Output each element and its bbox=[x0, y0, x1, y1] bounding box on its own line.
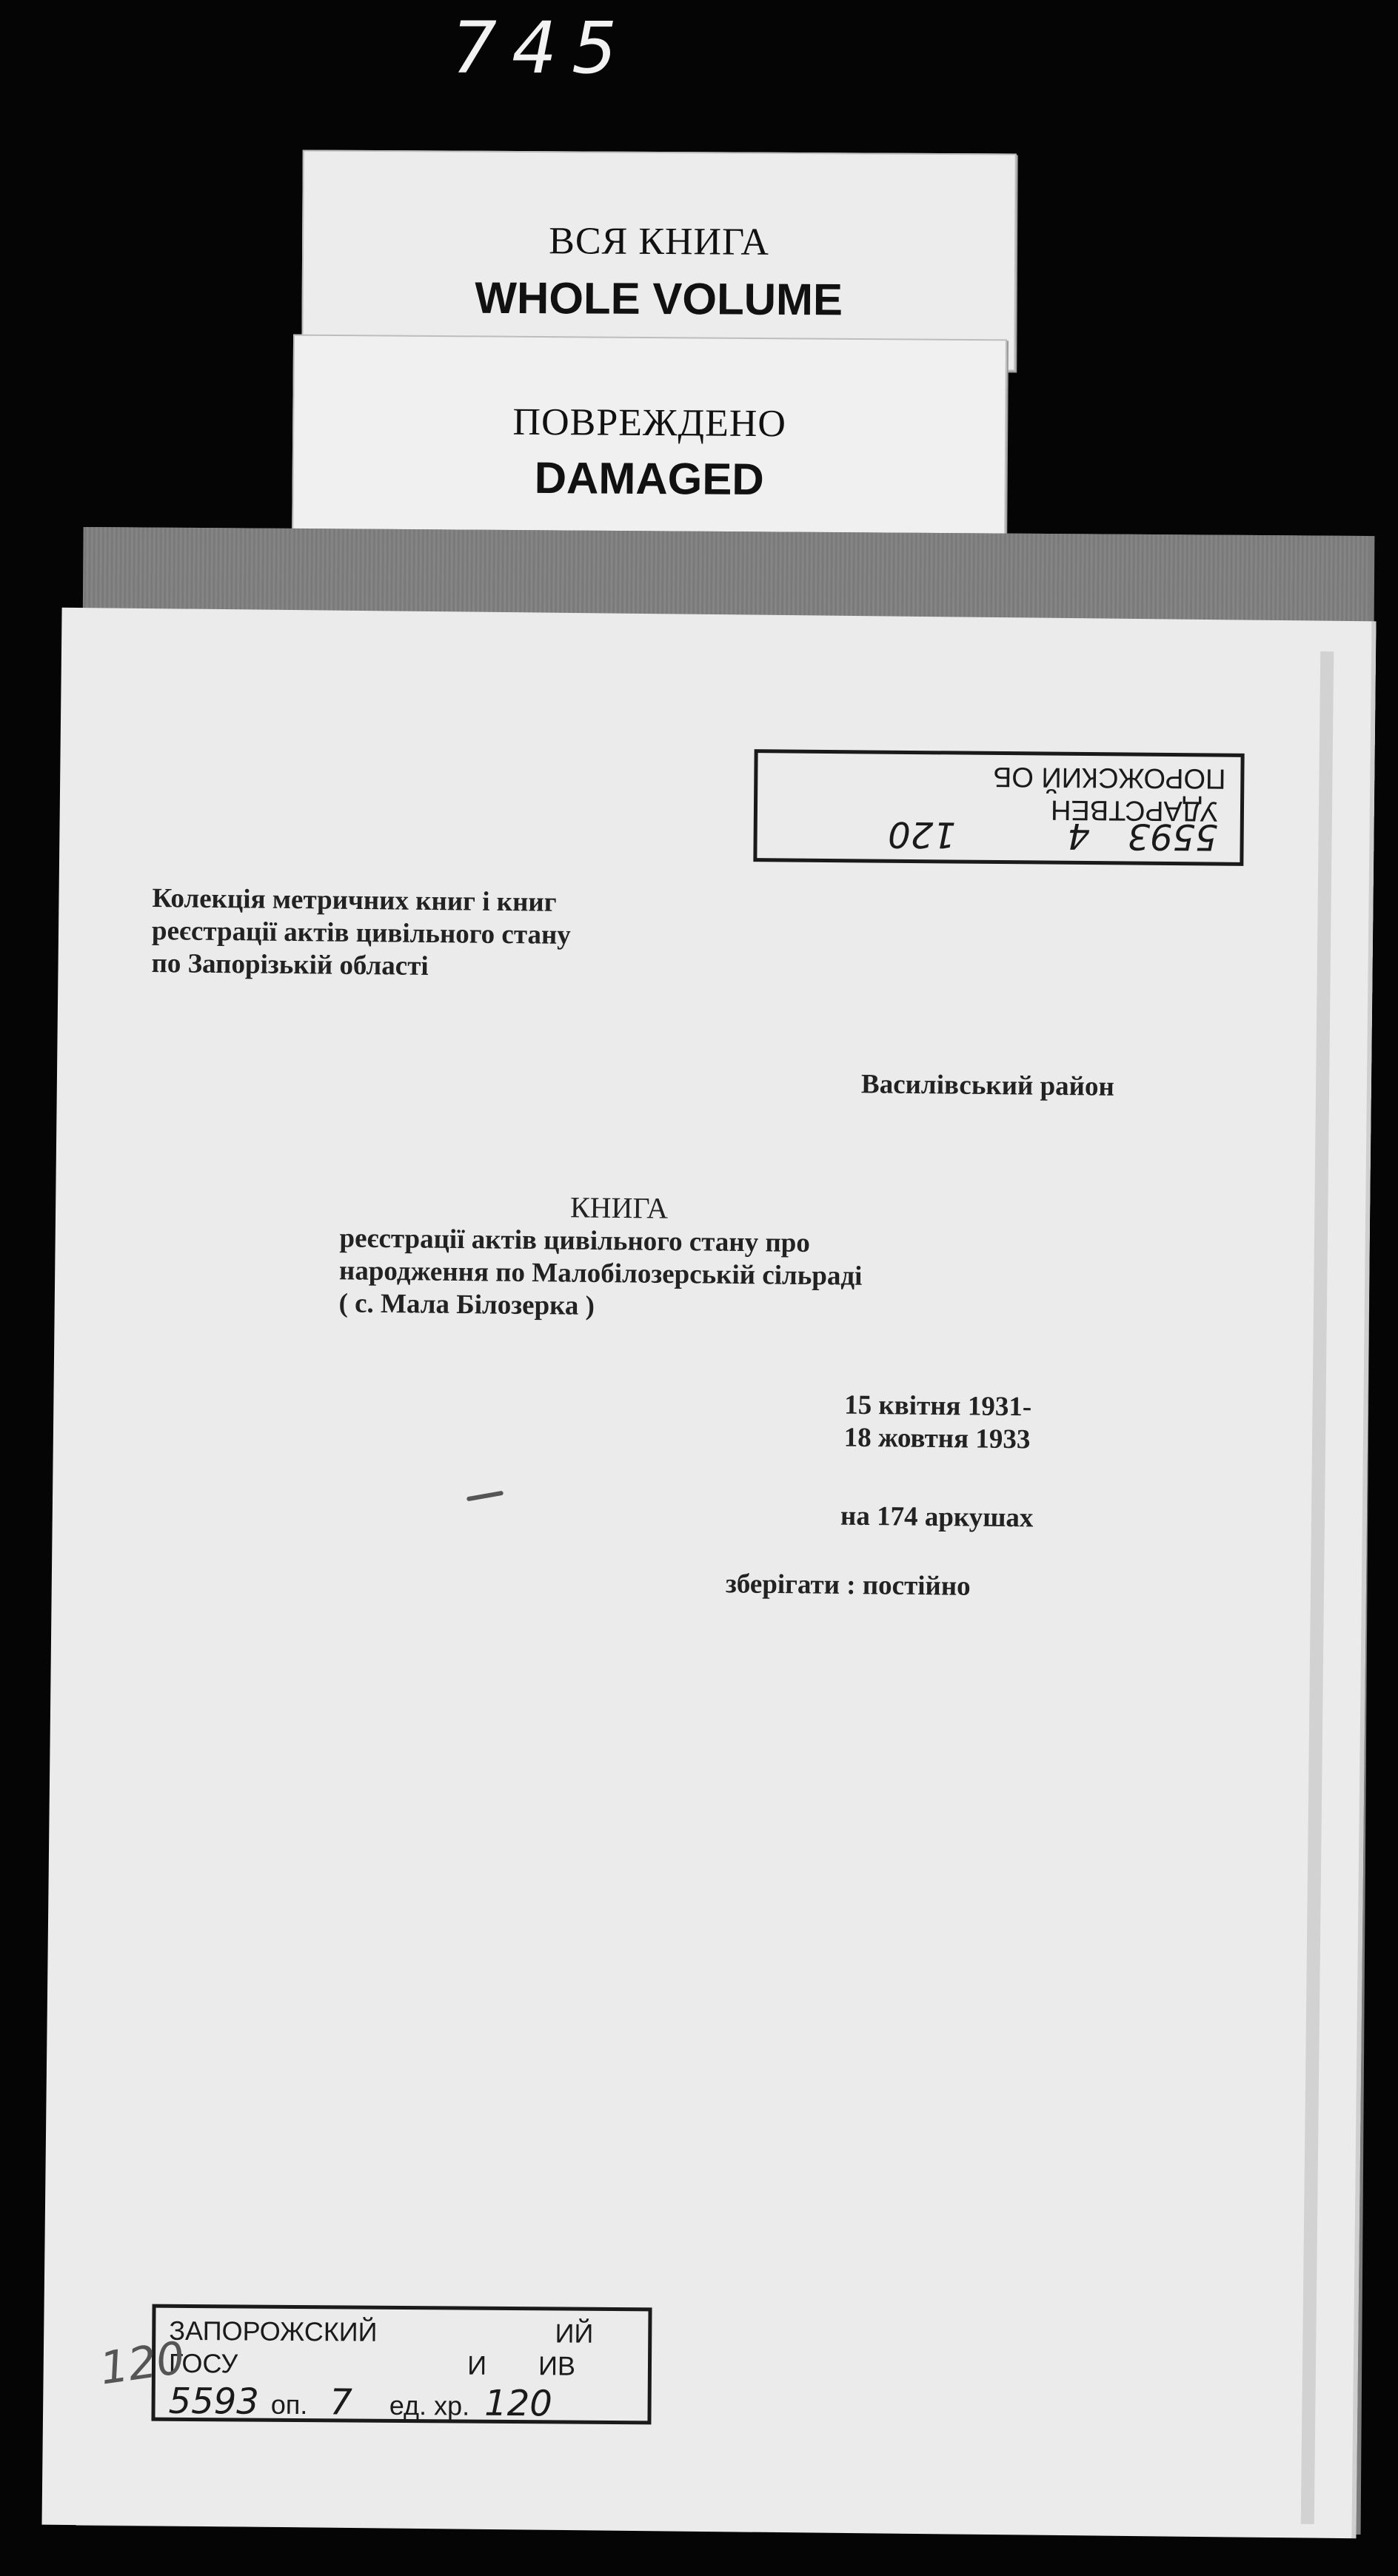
book-description-line-1: реєстрації актів цивільного стану про bbox=[339, 1223, 811, 1258]
book-title: КНИГА bbox=[569, 1190, 669, 1225]
retention-period: зберігати : постійно bbox=[725, 1569, 971, 1602]
stamp-bottom-line2: ГОСУ bbox=[168, 2347, 238, 2379]
archive-stamp-top bbox=[753, 749, 1244, 866]
slip-damaged-en: DAMAGED bbox=[534, 452, 764, 505]
collection-line-3: по Запорізькій області bbox=[151, 948, 429, 982]
stamp-top-row-3 bbox=[888, 814, 1218, 858]
stamp-bottom-row-1 bbox=[169, 2315, 593, 2349]
district: Василівський район bbox=[860, 1069, 1115, 1102]
date-start: 15 квітня 1931- bbox=[844, 1389, 1032, 1423]
date-end: 18 жовтня 1933 bbox=[843, 1422, 1031, 1455]
stamp-top-line1: ПОРОЖСКИЙ ОБ bbox=[993, 760, 1226, 794]
stamp-top-line2: УДАРСТВЕН bbox=[1050, 794, 1219, 827]
archive-stamp-bottom bbox=[151, 2304, 652, 2425]
slip-damaged-ru: ПОВРЕЖДЕНО bbox=[512, 400, 787, 446]
stamp-bottom-line2b: И bbox=[467, 2349, 487, 2381]
margin-note: 120 bbox=[96, 2332, 188, 2395]
sheet-count: на 174 аркушах bbox=[840, 1500, 1034, 1534]
date-range bbox=[844, 1389, 1032, 1457]
stamp-bottom-row-3 bbox=[168, 2381, 552, 2425]
book-description-line-3: ( с. Мала Білозерка ) bbox=[338, 1288, 595, 1321]
stamp-bottom-opis-label: оп. bbox=[270, 2389, 308, 2421]
stamp-bottom-line1b: ИЙ bbox=[555, 2318, 594, 2349]
frame-number: 745 bbox=[452, 7, 632, 90]
book-description-line-2: народження по Малобілозерській сільраді bbox=[338, 1255, 863, 1292]
collection-line-1: Колекція метричних книг і книг bbox=[152, 883, 557, 918]
stamp-top-opis: 4 bbox=[1067, 814, 1091, 857]
stamp-top-delo: 120 bbox=[887, 813, 957, 856]
stamp-top-row-1 bbox=[993, 760, 1225, 794]
stamp-bottom-line1: ЗАПОРОЖСКИЙ bbox=[169, 2315, 378, 2347]
stamp-bottom-row-2 bbox=[169, 2348, 575, 2382]
stamp-bottom-delo-label: ед. хр. bbox=[389, 2389, 470, 2421]
slip-volume-ru: ВСЯ КНИГА bbox=[549, 220, 770, 264]
collection-block bbox=[151, 882, 571, 985]
collection-line-2: реєстрації актів цивільного стану bbox=[151, 916, 572, 950]
book-description bbox=[338, 1222, 863, 1325]
stamp-bottom-fond: 5593 bbox=[168, 2380, 259, 2423]
stamp-bottom-line2c: ИВ bbox=[538, 2350, 576, 2381]
stamp-bottom-delo: 120 bbox=[484, 2382, 553, 2425]
stamp-bottom-opis: 7 bbox=[330, 2381, 353, 2424]
stamp-top-fond: 5593 bbox=[1127, 815, 1218, 858]
slip-volume-en: WHOLE VOLUME bbox=[475, 272, 843, 325]
